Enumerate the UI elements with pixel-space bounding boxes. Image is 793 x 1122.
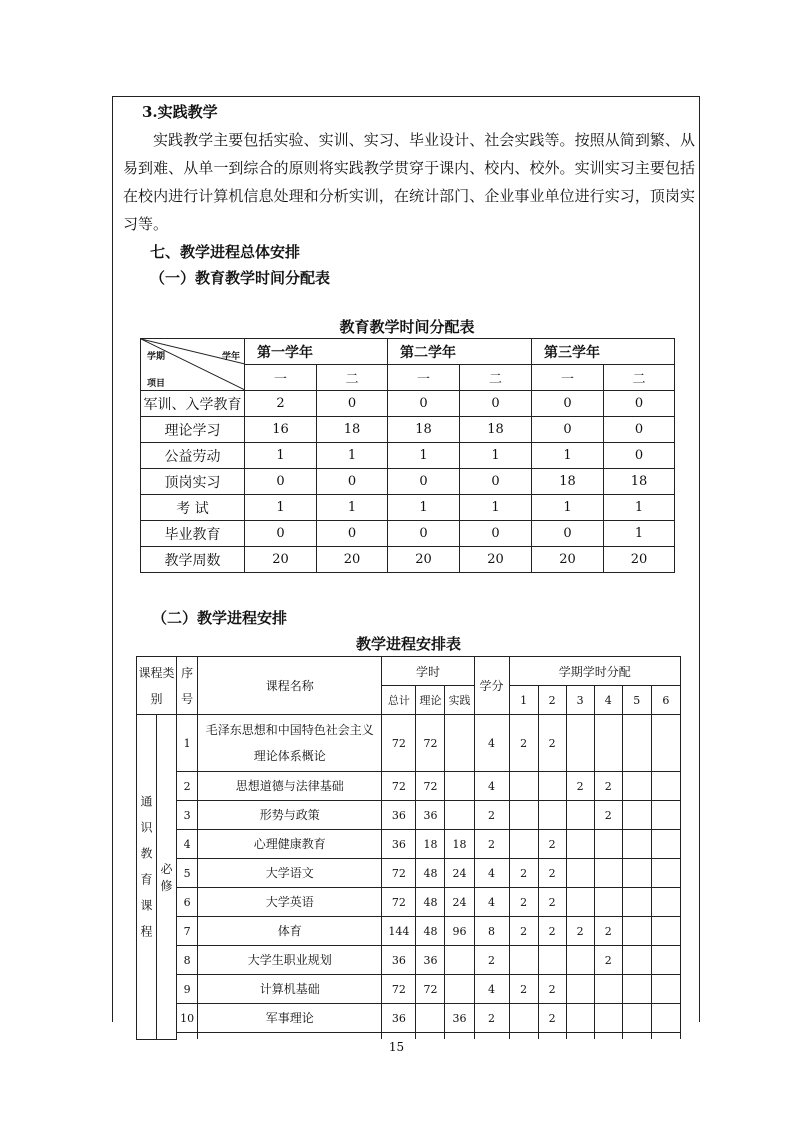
week-count-cell: 1: [388, 495, 460, 521]
page-number: 15: [388, 1040, 405, 1054]
total-hours-header: 总计: [382, 686, 416, 715]
table1-row: [141, 443, 675, 469]
table1-body: [141, 391, 675, 573]
row-label: 理论学习: [141, 417, 245, 443]
table1-row: [141, 391, 675, 417]
heading-7-2: （二）教学进程安排: [152, 609, 288, 627]
term-hours: [651, 772, 680, 801]
term-hours: [622, 715, 651, 772]
credit: 4: [474, 975, 509, 1004]
term-col-header: 3: [566, 686, 594, 715]
term-hours: [651, 917, 680, 946]
week-count-cell: 0: [245, 469, 317, 495]
teaching-schedule-table: [136, 656, 681, 1040]
practice-hours: 36: [445, 1004, 474, 1033]
week-count-cell: 0: [245, 521, 317, 547]
term-hours: [651, 946, 680, 975]
course-row: [137, 888, 681, 917]
course-seq: 1: [177, 715, 198, 772]
practice-hours: [445, 801, 474, 830]
practice-paragraph: 实践教学主要包括实验、实训、实习、毕业设计、社会实践等。按照从简到繁、从易到难、从单一到综合的原则将实践教学贯穿于课内、校内、校外。实训实习主要包括在校内进行计算机信息处理和分析实训，在统计部门、企业事业单位进行实习，顶岗实习等。: [123, 131, 695, 233]
row-label: 顶岗实习: [141, 469, 245, 495]
course-name: 计算机基础: [198, 975, 382, 1004]
table1-row: [141, 469, 675, 495]
term-hours: [651, 830, 680, 859]
course-row: [137, 772, 681, 801]
theory-hours: 48: [416, 888, 445, 917]
term-hours: [622, 917, 651, 946]
credit: 2: [474, 830, 509, 859]
term-hours: 2: [566, 772, 594, 801]
term-hours: [538, 801, 566, 830]
week-count-cell: 18: [604, 469, 675, 495]
term-hours: 2: [538, 917, 566, 946]
practice-hours-header: 实践: [445, 686, 474, 715]
table1-row: [141, 521, 675, 547]
week-count-cell: 16: [245, 417, 317, 443]
category-header: 课程类别: [137, 657, 177, 715]
practice-hours: [445, 975, 474, 1004]
corner-term-label: 学期: [147, 352, 166, 362]
term-hours: [651, 888, 680, 917]
term-header: 一: [245, 365, 317, 391]
term-hours: 2: [509, 917, 538, 946]
course-row: [137, 1004, 681, 1033]
term-hours: [538, 772, 566, 801]
term-hours: [622, 859, 651, 888]
course-seq: 8: [177, 946, 198, 975]
term-hours: 2: [538, 1004, 566, 1033]
term-hours: [651, 975, 680, 1004]
course-name: 形势与政策: [198, 801, 382, 830]
hours-header: 学时: [382, 657, 474, 686]
term-hours: 2: [594, 917, 622, 946]
corner-year-label: 学年: [221, 352, 240, 362]
total-hours: 36: [382, 946, 416, 975]
term-col-header: 4: [594, 686, 622, 715]
table1-row: [141, 417, 675, 443]
week-count-cell: 20: [317, 547, 388, 573]
week-count-cell: 0: [532, 521, 604, 547]
practice-hours: [445, 772, 474, 801]
total-hours: 36: [382, 1004, 416, 1033]
term-hours: 2: [509, 715, 538, 772]
term-hours: [566, 946, 594, 975]
week-count-cell: 18: [460, 417, 532, 443]
week-count-cell: 18: [388, 417, 460, 443]
term-hours: 2: [538, 888, 566, 917]
term-hours: [622, 975, 651, 1004]
seq-header: 序号: [177, 657, 198, 715]
week-count-cell: 18: [317, 417, 388, 443]
course-row: [137, 946, 681, 975]
week-count-cell: 20: [460, 547, 532, 573]
course-seq: 4: [177, 830, 198, 859]
term-hours: [509, 801, 538, 830]
credit: 4: [474, 888, 509, 917]
term-col-header: 6: [651, 686, 680, 715]
week-count-cell: 0: [532, 391, 604, 417]
term-hours: [622, 946, 651, 975]
term-hours: [622, 1004, 651, 1033]
term-hours: [594, 1004, 622, 1033]
term-header: 二: [317, 365, 388, 391]
total-hours: 72: [382, 888, 416, 917]
term-hours: 2: [538, 859, 566, 888]
course-seq: 5: [177, 859, 198, 888]
practice-hours: 96: [445, 917, 474, 946]
course-row: [137, 859, 681, 888]
week-count-cell: 0: [604, 417, 675, 443]
term-hours: [651, 715, 680, 772]
heading-7-1: （一）教育教学时间分配表: [150, 269, 331, 287]
week-count-cell: 0: [460, 521, 532, 547]
term-header: 二: [604, 365, 675, 391]
week-count-cell: 18: [532, 469, 604, 495]
total-hours: 36: [382, 830, 416, 859]
term-hours: [622, 888, 651, 917]
course-seq: 6: [177, 888, 198, 917]
theory-hours: 72: [416, 715, 445, 772]
theory-hours: 18: [416, 830, 445, 859]
practice-hours: [445, 946, 474, 975]
term-hours: [594, 859, 622, 888]
course-row: [137, 801, 681, 830]
course-name: 军事理论: [198, 1004, 382, 1033]
practice-hours: 24: [445, 888, 474, 917]
term-hours: 2: [538, 830, 566, 859]
term-col-header: 2: [538, 686, 566, 715]
theory-hours: 36: [416, 946, 445, 975]
total-hours: 144: [382, 917, 416, 946]
credit: 4: [474, 859, 509, 888]
term-hours: [622, 801, 651, 830]
row-label: 公益劳动: [141, 443, 245, 469]
course-name: 思想道德与法律基础: [198, 772, 382, 801]
week-count-cell: 20: [388, 547, 460, 573]
course-seq: 10: [177, 1004, 198, 1033]
term-hours: [594, 975, 622, 1004]
course-row-continued: [137, 1033, 681, 1040]
term-hours: 2: [509, 888, 538, 917]
credit: 2: [474, 801, 509, 830]
section-heading: 3.实践教学: [142, 103, 218, 121]
course-name: 大学英语: [198, 888, 382, 917]
week-count-cell: 0: [388, 391, 460, 417]
total-hours: 72: [382, 772, 416, 801]
table1-caption: 教育教学时间分配表: [339, 318, 475, 336]
week-count-cell: 0: [317, 521, 388, 547]
course-category-label: 通识教育课程: [139, 795, 154, 951]
theory-hours: 36: [416, 801, 445, 830]
credit-header: 学分: [474, 657, 509, 715]
course-seq: 7: [177, 917, 198, 946]
term-hours: 2: [538, 975, 566, 1004]
row-label: 考 试: [141, 495, 245, 521]
credit: 4: [474, 715, 509, 772]
week-count-cell: 0: [317, 391, 388, 417]
week-count-cell: 1: [245, 495, 317, 521]
term-hours: [651, 1004, 680, 1033]
term-col-header: 1: [509, 686, 538, 715]
term-col-header: 5: [622, 686, 651, 715]
table2-body: [137, 715, 681, 1040]
credit: 2: [474, 946, 509, 975]
term-header: 二: [460, 365, 532, 391]
credit: 8: [474, 917, 509, 946]
term-hours: 2: [594, 946, 622, 975]
course-row: [137, 715, 681, 772]
course-seq: 2: [177, 772, 198, 801]
term-distribution-header: 学期学时分配: [509, 657, 680, 686]
row-label: 毕业教育: [141, 521, 245, 547]
course-name: 体育: [198, 917, 382, 946]
course-row: [137, 975, 681, 1004]
course-seq: 3: [177, 801, 198, 830]
term-hours: [651, 859, 680, 888]
week-count-cell: 20: [245, 547, 317, 573]
term-hours: [538, 946, 566, 975]
course-name: 大学语文: [198, 859, 382, 888]
term-hours: [566, 975, 594, 1004]
term-hours: [566, 801, 594, 830]
year-header: 第一学年: [245, 339, 388, 365]
week-count-cell: 0: [388, 521, 460, 547]
term-header: 一: [388, 365, 460, 391]
term-hours: [566, 888, 594, 917]
week-count-cell: 0: [604, 391, 675, 417]
practice-hours: 24: [445, 859, 474, 888]
table1-row: [141, 495, 675, 521]
year-header: 第三学年: [532, 339, 675, 365]
term-hours: [566, 830, 594, 859]
week-count-cell: 0: [388, 469, 460, 495]
credit: 4: [474, 772, 509, 801]
term-hours: [594, 888, 622, 917]
term-hours: [651, 801, 680, 830]
course-seq: 9: [177, 975, 198, 1004]
row-label: 军训、入学教育: [141, 391, 245, 417]
term-hours: 2: [594, 772, 622, 801]
week-count-cell: 1: [532, 443, 604, 469]
week-count-cell: 0: [460, 391, 532, 417]
week-count-cell: 0: [317, 469, 388, 495]
term-hours: 2: [509, 975, 538, 1004]
term-hours: [622, 772, 651, 801]
table1-row: [141, 547, 675, 573]
term-hours: [566, 859, 594, 888]
week-count-cell: 1: [604, 521, 675, 547]
theory-hours: 48: [416, 917, 445, 946]
row-label: 教学周数: [141, 547, 245, 573]
total-hours: 72: [382, 715, 416, 772]
course-row: [137, 917, 681, 946]
week-count-cell: 1: [604, 495, 675, 521]
term-hours: [594, 830, 622, 859]
credit: 2: [474, 1004, 509, 1033]
time-allocation-table: [140, 338, 675, 573]
week-count-cell: 1: [388, 443, 460, 469]
course-subcategory-cell: 必修: [157, 715, 177, 1040]
week-count-cell: 0: [460, 469, 532, 495]
total-hours: 36: [382, 801, 416, 830]
course-name-header: 课程名称: [198, 657, 382, 715]
theory-hours-header: 理论: [416, 686, 445, 715]
table2-caption: 教学进程安排表: [355, 635, 461, 653]
corner-item-label: 项目: [147, 379, 166, 389]
week-count-cell: 20: [532, 547, 604, 573]
total-hours: 72: [382, 975, 416, 1004]
week-count-cell: 1: [532, 495, 604, 521]
week-count-cell: 2: [245, 391, 317, 417]
week-count-cell: 0: [532, 417, 604, 443]
week-count-cell: 1: [245, 443, 317, 469]
course-name: 毛泽东思想和中国特色社会主义理论体系概论: [198, 715, 382, 772]
year-header: 第二学年: [388, 339, 532, 365]
week-count-cell: 1: [460, 495, 532, 521]
theory-hours: [416, 1004, 445, 1033]
theory-hours: 48: [416, 859, 445, 888]
practice-hours: [445, 715, 474, 772]
term-hours: 2: [538, 715, 566, 772]
term-hours: [509, 772, 538, 801]
term-hours: 2: [509, 859, 538, 888]
term-hours: [622, 830, 651, 859]
term-hours: 2: [566, 917, 594, 946]
course-row: [137, 830, 681, 859]
theory-hours: 72: [416, 975, 445, 1004]
term-hours: [594, 715, 622, 772]
course-category-cell: [137, 715, 157, 1040]
course-name: 心理健康教育: [198, 830, 382, 859]
term-hours: [509, 830, 538, 859]
heading-7: 七、教学进程总体安排: [150, 243, 301, 261]
week-count-cell: 20: [604, 547, 675, 573]
theory-hours: 72: [416, 772, 445, 801]
week-count-cell: 0: [604, 443, 675, 469]
course-name: 大学生职业规划: [198, 946, 382, 975]
table1-corner-cell: [141, 339, 245, 391]
week-count-cell: 1: [460, 443, 532, 469]
term-hours: [566, 715, 594, 772]
week-count-cell: 1: [317, 495, 388, 521]
term-hours: [509, 946, 538, 975]
week-count-cell: 1: [317, 443, 388, 469]
practice-hours: 18: [445, 830, 474, 859]
term-hours: [509, 1004, 538, 1033]
term-header: 一: [532, 365, 604, 391]
total-hours: 72: [382, 859, 416, 888]
term-hours: 2: [594, 801, 622, 830]
term-hours: [566, 1004, 594, 1033]
